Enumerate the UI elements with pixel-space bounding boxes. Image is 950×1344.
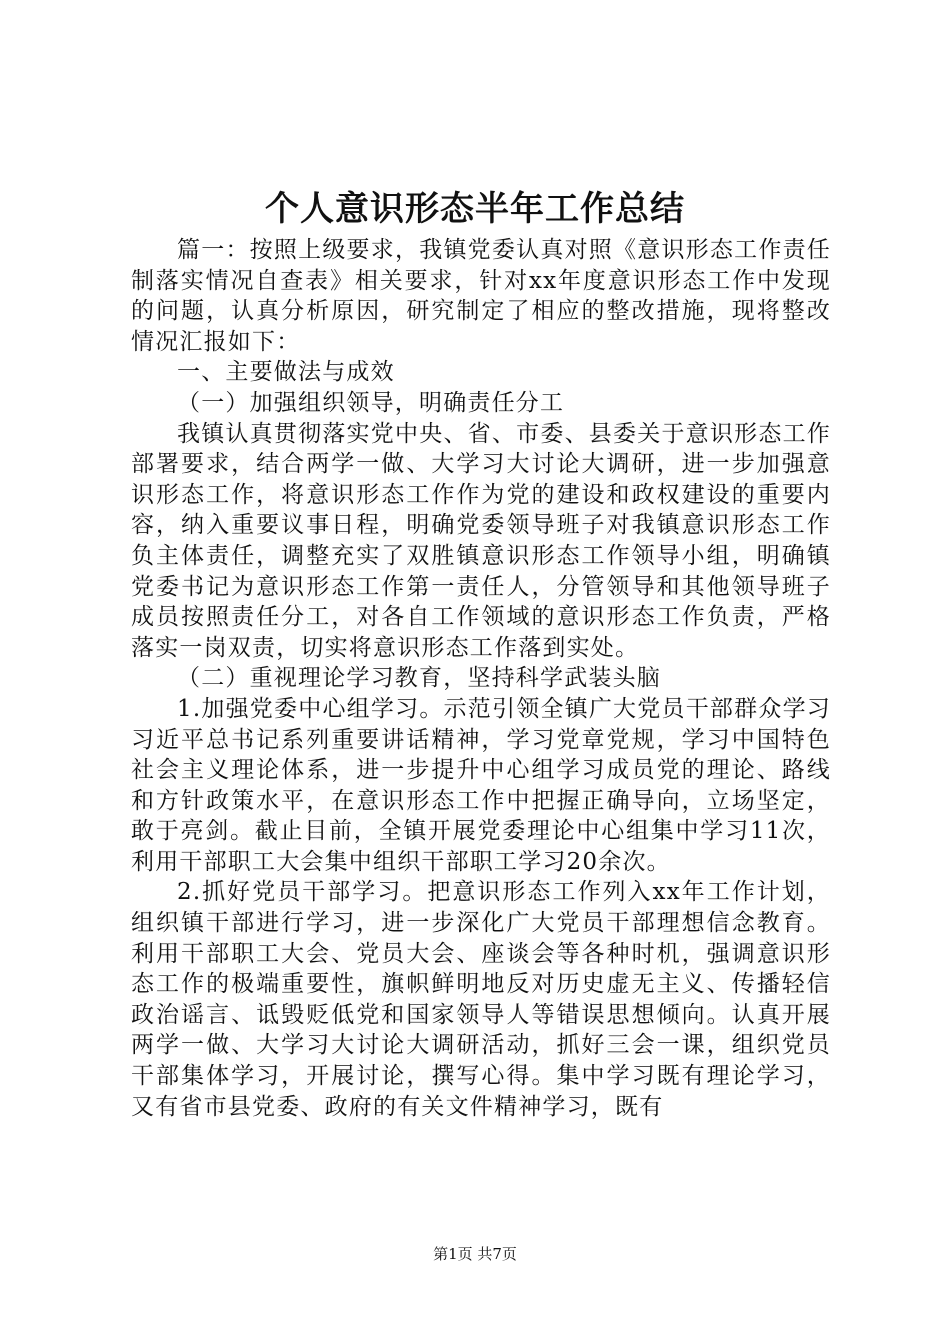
paragraph-organization: 我镇认真贯彻落实党中央、省、市委、县委关于意识形态工作部署要求，结合两学一做、大学习大讨论大调研，进一步加强意识形态工作，将意识形态工作作为党的建设和政权建设的重要内容，纳入重要议事日程，明确党委领导班子对我镇意识形态工作负主体责任，调整充实了双胜镇意识形态工作领导小组，明确镇党委书记为意识形态工作第一责任人，分管领导和其他领导班子成员按照责任分工，对各自工作领域的意识形态工作负责，严格落实一岗双责，切实将意识形态工作落到实处。 [131, 420, 831, 661]
paragraph-committee-study: 1.加强党委中心组学习。示范引领全镇广大党员干部群众学习习近平总书记系列重要讲话精神，学习党章党规，学习中国特色社会主义理论体系，进一步提升中心组学习成员党的理论、路线和方针政策水平，在意识形态工作中把握正确导向，立场坚定，敢于亮剑。截止目前，全镇开展党委理论中心组集中学习11次，利用干部职工大会集中组织干部职工学习20余次。 [131, 695, 831, 875]
section-heading-1: 一、主要做法与成效 [177, 359, 395, 386]
document-title: 个人意识形态半年工作总结 [265, 189, 685, 229]
paragraph-member-study: 2.抓好党员干部学习。把意识形态工作列入xx年工作计划，组织镇干部进行学习，进一步深化广大党员干部理想信念教育。利用干部职工大会、党员大会、座谈会等各种时机，强调意识形态工作的极端重要性，旗帜鲜明地反对历史虚无主义、传播轻信政治谣言、诋毁贬低党和国家领导人等错误思想倾向。认真开展两学一做、大学习大讨论大调研活动，抓好三会一课，组织党员干部集体学习，开展讨论，撰写心得。集中学习既有理论学习，又有省市县党委、政府的有关文件精神学习，既有 [131, 879, 831, 1120]
page-number-footer: 第1页 共7页 [433, 1245, 517, 1263]
subsection-heading-1: （一）加强组织领导，明确责任分工 [177, 389, 565, 416]
paragraph-intro: 篇一：按照上级要求，我镇党委认真对照《意识形态工作责任制落实情况自查表》相关要求，针对xx年度意识形态工作中发现的问题，认真分析原因，研究制定了相应的整改措施，现将整改情况汇报如下： [131, 237, 831, 355]
subsection-heading-2: （二）重视理论学习教育，坚持科学武装头脑 [177, 665, 661, 692]
document-body [131, 235, 831, 1122]
